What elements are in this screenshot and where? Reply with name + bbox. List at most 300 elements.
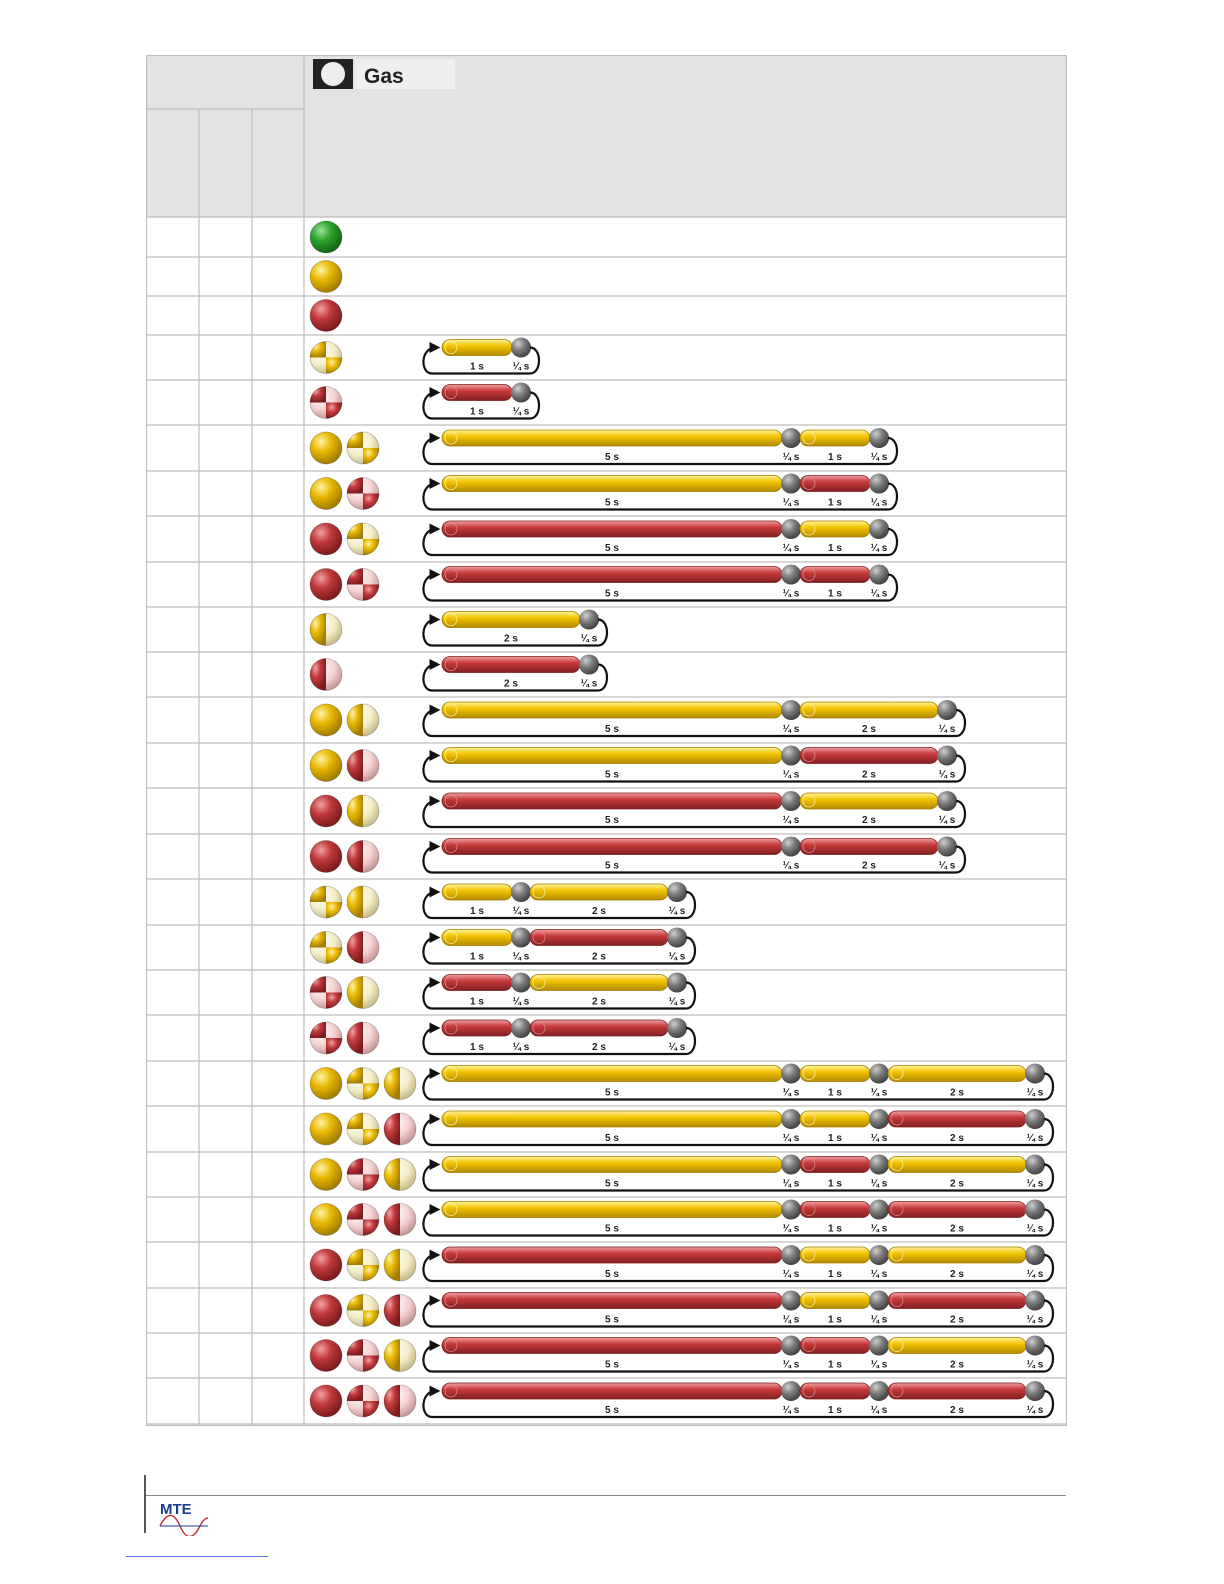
- blink-timeline: [423, 973, 695, 1009]
- row-cell-col3: [252, 425, 304, 471]
- table-row: [146, 607, 607, 652]
- red-q-indicator-icon: [347, 478, 379, 510]
- red-flash-bar: [442, 1247, 782, 1263]
- pause-duration-label: ¼ s: [938, 724, 956, 735]
- flash-duration-label: 1 s: [470, 951, 484, 963]
- blink-timeline: [423, 746, 965, 782]
- flash-duration-label: 1 s: [828, 1087, 842, 1099]
- row-cell-col1: [146, 471, 199, 516]
- pause-duration-label: ¼ s: [782, 1405, 800, 1416]
- pause-dot: [1025, 1200, 1045, 1220]
- flash-duration-label: 2 s: [504, 678, 518, 690]
- yellow-flash-bar: [888, 1247, 1026, 1263]
- flash-duration-label: 5 s: [605, 1269, 619, 1280]
- table-row: [146, 1106, 1053, 1152]
- pause-dot: [1025, 1109, 1045, 1129]
- indicator-half: [384, 1113, 400, 1145]
- pause-dot: [869, 1109, 889, 1129]
- red-flash-bar: [442, 567, 782, 583]
- flash-duration-label: 2 s: [950, 1269, 964, 1280]
- pause-duration-label: ¼ s: [870, 1223, 888, 1235]
- flash-duration-label: 5 s: [605, 815, 619, 826]
- flash-duration-label: 5 s: [605, 497, 619, 509]
- row-cell-col2: [199, 970, 252, 1015]
- flash-duration-label: 5 s: [605, 588, 619, 600]
- pause-duration-label: ¼ s: [782, 724, 800, 735]
- row-cell-col2: [199, 652, 252, 697]
- row-cell-col2: [199, 879, 252, 925]
- pause-duration-label: ¼ s: [782, 1178, 800, 1190]
- flash-duration-label: 5 s: [605, 769, 619, 781]
- table-row: [146, 834, 965, 879]
- flash-duration-label: 1 s: [828, 1314, 842, 1326]
- yellow-flash-bar: [442, 612, 580, 628]
- row-cell-col2: [199, 697, 252, 743]
- blink-timeline: [423, 837, 965, 873]
- table-row: [146, 335, 539, 380]
- yellow-flash-bar: [442, 476, 782, 492]
- red-q-indicator-icon: [310, 387, 342, 419]
- bottom-link-rule: [126, 1556, 268, 1557]
- table-row: [146, 970, 695, 1015]
- row-cell-col3: [252, 217, 304, 257]
- pause-dot: [937, 837, 957, 857]
- yellow-q-indicator-icon: [310, 342, 342, 374]
- pause-duration-label: ¼ s: [870, 1178, 888, 1190]
- indicator-half: [347, 1022, 363, 1054]
- row-cell-col2: [199, 1288, 252, 1333]
- pause-duration-label: ¼ s: [938, 815, 956, 826]
- blink-timeline: [423, 1336, 1053, 1372]
- flash-duration-label: 5 s: [605, 860, 619, 872]
- row-cell-col1: [146, 697, 199, 743]
- yellow-q-indicator-icon: [347, 1113, 379, 1145]
- row-cell-col2: [199, 1106, 252, 1152]
- yellow-indicator-icon: [310, 704, 342, 736]
- table-row: [146, 1015, 695, 1061]
- pause-duration-label: ¼ s: [1026, 1223, 1044, 1235]
- indicator-half: [384, 1385, 400, 1417]
- red-indicator-icon: [310, 841, 342, 873]
- flash-duration-label: 1 s: [470, 906, 484, 917]
- pause-dot: [781, 1155, 801, 1175]
- table-row: [146, 743, 965, 788]
- blink-timeline: [423, 791, 965, 827]
- table-row: [146, 1288, 1053, 1333]
- yellow-h-indicator-icon: [384, 1249, 416, 1281]
- pause-duration-label: ¼ s: [870, 1405, 888, 1416]
- pause-duration-label: ¼ s: [668, 906, 686, 917]
- row-cell-col3: [252, 697, 304, 743]
- blink-timeline: [423, 383, 539, 419]
- pause-duration-label: ¼ s: [668, 996, 686, 1008]
- pause-duration-label: ¼ s: [1026, 1359, 1044, 1371]
- red-q-indicator-icon: [310, 1022, 342, 1054]
- pause-duration-label: ¼ s: [870, 452, 888, 463]
- header-subcell: [146, 55, 304, 109]
- pause-dot: [869, 428, 889, 448]
- yellow-indicator-icon: [310, 750, 342, 782]
- yellow-q-indicator-icon: [347, 523, 379, 555]
- table-row: [146, 296, 342, 335]
- row-cell-col1: [146, 788, 199, 834]
- pause-duration-label: ¼ s: [782, 1223, 800, 1235]
- row-cell-col2: [199, 471, 252, 516]
- pause-duration-label: ¼ s: [870, 497, 888, 509]
- indicator-half: [347, 841, 363, 873]
- pause-duration-label: ¼ s: [1026, 1178, 1044, 1190]
- indicator-half: [347, 977, 363, 1009]
- flash-duration-label: 5 s: [605, 1223, 619, 1235]
- row-cell-col1: [146, 1061, 199, 1106]
- yellow-flash-bar: [530, 884, 668, 900]
- yellow-flash-bar: [530, 975, 668, 991]
- pause-dot: [869, 1200, 889, 1220]
- row-cell-col1: [146, 925, 199, 970]
- yellow-q-indicator-icon: [310, 932, 342, 964]
- table-row: [146, 879, 695, 925]
- red-h-indicator-icon: [310, 659, 342, 691]
- red-flash-bar: [530, 930, 668, 946]
- row-cell-col1: [146, 335, 199, 380]
- pause-dot: [1025, 1064, 1045, 1084]
- pause-duration-label: ¼ s: [870, 1314, 888, 1326]
- pause-dot: [667, 973, 687, 993]
- yellow-flash-bar: [442, 1157, 782, 1173]
- blink-timeline: [423, 519, 897, 555]
- yellow-flash-bar: [442, 1066, 782, 1082]
- row-cell-col1: [146, 1106, 199, 1152]
- pause-duration-label: ¼ s: [782, 497, 800, 509]
- yellow-h-indicator-icon: [347, 795, 379, 827]
- red-h-indicator-icon: [384, 1113, 416, 1145]
- yellow-indicator-icon: [310, 478, 342, 510]
- red-indicator-icon: [310, 1295, 342, 1327]
- row-cell-col1: [146, 743, 199, 788]
- flash-duration-label: 1 s: [828, 1359, 842, 1371]
- pause-duration-label: ¼ s: [782, 769, 800, 781]
- table-row: [146, 1197, 1053, 1242]
- flash-duration-label: 5 s: [605, 452, 619, 463]
- pause-duration-label: ¼ s: [512, 906, 530, 917]
- pause-dot: [781, 474, 801, 494]
- blink-timeline: [423, 1109, 1053, 1145]
- pause-duration-label: ¼ s: [782, 860, 800, 872]
- row-cell-col3: [252, 516, 304, 562]
- red-h-indicator-icon: [384, 1204, 416, 1236]
- row-cell-col1: [146, 970, 199, 1015]
- red-indicator-icon: [310, 795, 342, 827]
- yellow-h-indicator-icon: [310, 614, 342, 646]
- row-cell-col3: [252, 1333, 304, 1378]
- flash-duration-label: 2 s: [950, 1087, 964, 1099]
- red-q-indicator-icon: [310, 977, 342, 1009]
- red-flash-bar: [442, 839, 782, 855]
- flash-duration-label: 5 s: [605, 1359, 619, 1371]
- row-cell-col3: [252, 788, 304, 834]
- row-cell-col2: [199, 788, 252, 834]
- flash-duration-label: 1 s: [470, 361, 484, 373]
- blink-timeline: [423, 1155, 1053, 1191]
- flash-duration-label: 2 s: [950, 1405, 964, 1416]
- flash-duration-label: 2 s: [592, 996, 606, 1008]
- header-title: Gas: [364, 65, 404, 88]
- pause-duration-label: ¼ s: [512, 406, 530, 418]
- red-h-indicator-icon: [347, 932, 379, 964]
- table-row: [146, 1333, 1053, 1378]
- flash-duration-label: 2 s: [950, 1223, 964, 1235]
- pause-dot: [511, 882, 531, 902]
- table-rows: [146, 217, 1053, 1424]
- pause-duration-label: ¼ s: [870, 588, 888, 600]
- pause-duration-label: ¼ s: [782, 588, 800, 600]
- red-h-indicator-icon: [347, 750, 379, 782]
- row-cell-col1: [146, 1015, 199, 1061]
- red-h-indicator-icon: [384, 1295, 416, 1327]
- blink-timeline: [423, 1064, 1053, 1100]
- pause-dot: [781, 428, 801, 448]
- footer-vertical-rule: [144, 1475, 146, 1533]
- pause-dot: [667, 1018, 687, 1038]
- flash-duration-label: 2 s: [504, 633, 518, 645]
- red-q-indicator-icon: [347, 1385, 379, 1417]
- row-cell-col3: [252, 1288, 304, 1333]
- pause-duration-label: ¼ s: [782, 543, 800, 554]
- row-cell-col3: [252, 296, 304, 335]
- pause-dot: [937, 791, 957, 811]
- pause-duration-label: ¼ s: [1026, 1405, 1044, 1416]
- blink-timeline: [423, 882, 695, 918]
- flash-duration-label: 2 s: [862, 769, 876, 781]
- pause-dot: [869, 474, 889, 494]
- indicator-half: [310, 659, 326, 691]
- red-flash-bar: [442, 521, 782, 537]
- pause-duration-label: ¼ s: [580, 678, 598, 690]
- row-cell-col3: [252, 970, 304, 1015]
- blink-timeline: [423, 1200, 1053, 1236]
- row-cell-col1: [146, 425, 199, 471]
- red-flash-bar: [442, 1338, 782, 1354]
- pause-dot: [869, 519, 889, 539]
- table-row: [146, 562, 897, 607]
- pause-duration-label: ¼ s: [1026, 1133, 1044, 1144]
- pause-duration-label: ¼ s: [512, 361, 530, 373]
- pause-dot: [511, 1018, 531, 1038]
- yellow-indicator-icon: [310, 1068, 342, 1100]
- indicator-half: [384, 1068, 400, 1100]
- row-cell-col1: [146, 562, 199, 607]
- red-h-indicator-icon: [347, 1022, 379, 1054]
- flash-duration-label: 2 s: [592, 951, 606, 963]
- flash-duration-label: 2 s: [592, 906, 606, 917]
- pause-dot: [781, 837, 801, 857]
- pause-duration-label: ¼ s: [1026, 1269, 1044, 1280]
- blink-timeline: [423, 1018, 695, 1054]
- row-cell-col2: [199, 1015, 252, 1061]
- indicator-half: [384, 1340, 400, 1372]
- yellow-flash-bar: [888, 1157, 1026, 1173]
- flash-duration-label: 1 s: [470, 1042, 484, 1053]
- pause-duration-label: ¼ s: [782, 1314, 800, 1326]
- row-cell-col3: [252, 380, 304, 425]
- row-cell-col2: [199, 335, 252, 380]
- pause-duration-label: ¼ s: [512, 951, 530, 963]
- row-cell-col1: [146, 257, 199, 296]
- flash-duration-label: 2 s: [592, 1042, 606, 1053]
- row-cell-col3: [252, 1152, 304, 1197]
- row-cell-col2: [199, 1197, 252, 1242]
- flash-duration-label: 1 s: [828, 1223, 842, 1235]
- flash-duration-label: 5 s: [605, 1087, 619, 1099]
- yellow-flash-bar: [442, 1202, 782, 1218]
- row-cell-col2: [199, 296, 252, 335]
- yellow-flash-bar: [442, 1111, 782, 1127]
- table-row: [146, 425, 897, 471]
- table-row: [146, 697, 965, 743]
- table-row: [146, 1152, 1053, 1197]
- red-indicator-icon: [310, 569, 342, 601]
- row-cell-col2: [199, 1333, 252, 1378]
- flash-duration-label: 1 s: [828, 1405, 842, 1416]
- yellow-h-indicator-icon: [347, 886, 379, 918]
- flash-duration-label: 2 s: [862, 724, 876, 735]
- row-cell-col2: [199, 257, 252, 296]
- blink-timeline: [423, 1291, 1053, 1327]
- indicator-half: [384, 1249, 400, 1281]
- row-cell-col2: [199, 1378, 252, 1424]
- yellow-indicator-icon: [310, 1159, 342, 1191]
- pause-duration-label: ¼ s: [870, 1269, 888, 1280]
- red-flash-bar: [442, 657, 580, 673]
- yellow-indicator-icon: [310, 1113, 342, 1145]
- pause-duration-label: ¼ s: [938, 860, 956, 872]
- flash-duration-label: 1 s: [828, 452, 842, 463]
- pause-dot: [511, 383, 531, 403]
- pause-dot: [511, 973, 531, 993]
- indicator-half: [347, 704, 363, 736]
- flash-duration-label: 1 s: [470, 406, 484, 418]
- flash-duration-label: 2 s: [950, 1133, 964, 1144]
- pause-duration-label: ¼ s: [870, 1359, 888, 1371]
- pause-duration-label: ¼ s: [870, 1087, 888, 1099]
- blink-timeline: [423, 428, 897, 464]
- yellow-indicator-icon: [310, 432, 342, 464]
- yellow-flash-bar: [442, 748, 782, 764]
- row-cell-col3: [252, 1061, 304, 1106]
- logo-text: MTE: [160, 1501, 192, 1518]
- blink-pattern-table: [146, 55, 1067, 1426]
- indicator-half: [347, 750, 363, 782]
- flash-duration-label: 1 s: [828, 543, 842, 554]
- pause-dot: [781, 519, 801, 539]
- pause-dot: [781, 1109, 801, 1129]
- row-cell-col3: [252, 607, 304, 652]
- pause-dot: [1025, 1291, 1045, 1311]
- red-flash-bar: [888, 1202, 1026, 1218]
- row-cell-col3: [252, 1106, 304, 1152]
- row-cell-col2: [199, 743, 252, 788]
- row-cell-col3: [252, 257, 304, 296]
- table-row: [146, 257, 342, 296]
- row-cell-col3: [252, 1197, 304, 1242]
- footer-rule: [146, 1495, 1066, 1496]
- pause-dot: [579, 610, 599, 630]
- yellow-flash-bar: [888, 1066, 1026, 1082]
- pause-dot: [869, 1155, 889, 1175]
- red-indicator-icon: [310, 1385, 342, 1417]
- pause-dot: [869, 1336, 889, 1356]
- red-flash-bar: [888, 1111, 1026, 1127]
- row-cell-col2: [199, 516, 252, 562]
- row-cell-col3: [252, 562, 304, 607]
- table-row: [146, 652, 607, 697]
- yellow-h-indicator-icon: [384, 1159, 416, 1191]
- pause-duration-label: ¼ s: [1026, 1087, 1044, 1099]
- red-flash-bar: [800, 839, 938, 855]
- row-cell-col3: [252, 925, 304, 970]
- yellow-flash-bar: [800, 793, 938, 809]
- blink-timeline: [423, 700, 965, 736]
- row-cell-col3: [252, 471, 304, 516]
- pause-dot: [781, 700, 801, 720]
- pause-duration-label: ¼ s: [938, 769, 956, 781]
- red-flash-bar: [442, 1383, 782, 1399]
- pause-dot: [869, 1291, 889, 1311]
- pause-duration-label: ¼ s: [1026, 1314, 1044, 1326]
- pause-dot: [1025, 1245, 1045, 1265]
- flash-duration-label: 2 s: [950, 1178, 964, 1190]
- red-flash-bar: [442, 1293, 782, 1309]
- pause-dot: [781, 746, 801, 766]
- row-cell-col1: [146, 1288, 199, 1333]
- row-cell-col1: [146, 607, 199, 652]
- red-q-indicator-icon: [347, 1340, 379, 1372]
- red-indicator-icon: [310, 300, 342, 332]
- indicator-half: [347, 886, 363, 918]
- blink-timeline: [423, 1245, 1053, 1281]
- pause-duration-label: ¼ s: [668, 951, 686, 963]
- flash-duration-label: 1 s: [828, 1269, 842, 1280]
- blink-timeline: [423, 928, 695, 964]
- yellow-h-indicator-icon: [347, 977, 379, 1009]
- row-cell-col2: [199, 380, 252, 425]
- row-cell-col1: [146, 1333, 199, 1378]
- row-cell-col1: [146, 1197, 199, 1242]
- flash-duration-label: 2 s: [862, 815, 876, 826]
- red-indicator-icon: [310, 1340, 342, 1372]
- pause-dot: [781, 1291, 801, 1311]
- indicator-half: [347, 932, 363, 964]
- row-cell-col2: [199, 1242, 252, 1288]
- flash-duration-label: 2 s: [950, 1359, 964, 1371]
- row-cell-col3: [252, 1378, 304, 1424]
- flash-duration-label: 1 s: [470, 996, 484, 1008]
- row-cell-col1: [146, 1242, 199, 1288]
- red-indicator-icon: [310, 1249, 342, 1281]
- row-cell-col2: [199, 607, 252, 652]
- blink-timeline: [423, 338, 539, 374]
- row-cell-col2: [199, 1152, 252, 1197]
- row-cell-col1: [146, 1152, 199, 1197]
- pause-dot: [937, 700, 957, 720]
- pause-dot: [781, 1245, 801, 1265]
- row-cell-col3: [252, 834, 304, 879]
- row-cell-col2: [199, 217, 252, 257]
- yellow-indicator-icon: [310, 261, 342, 293]
- blink-timeline: [423, 655, 607, 691]
- yellow-h-indicator-icon: [347, 704, 379, 736]
- blink-timeline: [423, 1381, 1053, 1417]
